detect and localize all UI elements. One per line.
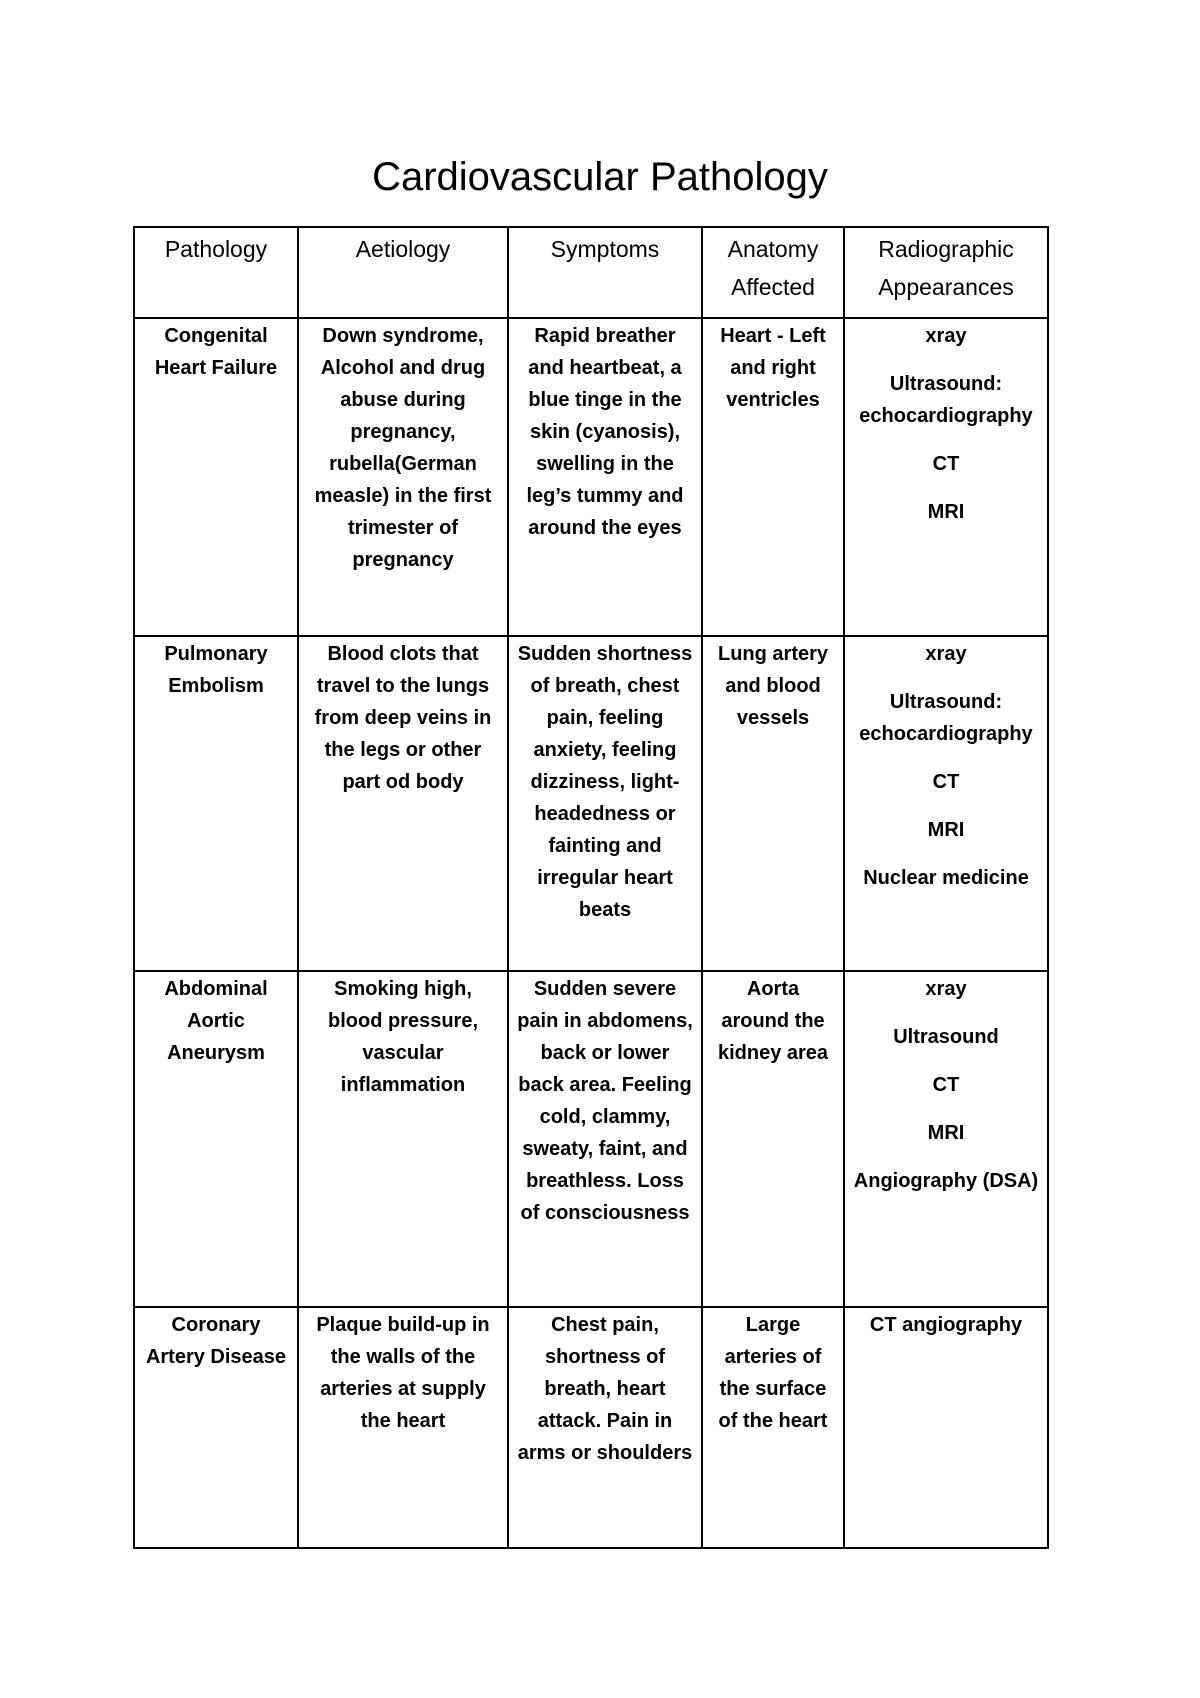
header-pathology: Pathology [134, 227, 298, 318]
radiographic-item: Nuclear medicine [863, 867, 1029, 889]
radiographic-item: xray [925, 643, 967, 665]
cell-radiographic [844, 1307, 1048, 1548]
radiographic-item: Ultrasound: echocardiography [859, 373, 1033, 427]
cell-radiographic [844, 971, 1048, 1307]
radiographic-item: xray [925, 978, 967, 1000]
table-row [134, 636, 1048, 971]
cell-symptoms: Rapid breather and heartbeat, a blue tinge in the skin (cyanosis), swelling in the leg’s tummy and around the eyes [508, 318, 702, 636]
cell-pathology: Congenital Heart Failure [134, 318, 298, 636]
radiographic-item: CT [932, 771, 960, 793]
table-row [134, 971, 1048, 1307]
radiographic-item: CT [932, 453, 960, 475]
table-row [134, 1307, 1048, 1548]
cell-pathology: Coronary Artery Disease [134, 1307, 298, 1548]
radiographic-item: CT angiography [869, 1314, 1023, 1336]
cell-radiographic [844, 636, 1048, 971]
header-radiographic-appearances: Radiographic Appearances [844, 227, 1048, 318]
cell-aetiology: Plaque build-up in the walls of the arteries at supply the heart [298, 1307, 508, 1548]
cell-anatomy: Large arteries of the surface of the heart [702, 1307, 844, 1548]
radiographic-item: Angiography (DSA) [853, 1170, 1039, 1192]
cell-pathology: Abdominal Aortic Aneurysm [134, 971, 298, 1307]
header-aetiology: Aetiology [298, 227, 508, 318]
radiographic-item: MRI [927, 1122, 965, 1144]
cell-aetiology: Smoking high, blood pressure, vascular inflammation [298, 971, 508, 1307]
radiographic-item: CT [932, 1074, 960, 1096]
header-anatomy-affected: Anatomy Affected [702, 227, 844, 318]
cell-anatomy: Aorta around the kidney area [702, 971, 844, 1307]
cell-aetiology: Down syndrome, Alcohol and drug abuse during pregnancy, rubella(German measle) in the first trimester of pregnancy [298, 318, 508, 636]
header-symptoms: Symptoms [508, 227, 702, 318]
cell-radiographic [844, 318, 1048, 636]
radiographic-item: MRI [927, 501, 965, 523]
cell-symptoms: Chest pain, shortness of breath, heart attack. Pain in arms or shoulders [508, 1307, 702, 1548]
cell-symptoms: Sudden severe pain in abdomens, back or lower back area. Feeling cold, clammy, sweaty, faint, and breathless. Loss of consciousness [508, 971, 702, 1307]
radiographic-item: Ultrasound: echocardiography [859, 691, 1033, 745]
pathology-table [133, 226, 1049, 1549]
radiographic-item: Ultrasound [893, 1026, 999, 1048]
cell-anatomy: Heart - Left and right ventricles [702, 318, 844, 636]
page-title: Cardiovascular Pathology [372, 155, 828, 199]
table-row [134, 318, 1048, 636]
cell-pathology: Pulmonary Embolism [134, 636, 298, 971]
cell-anatomy: Lung artery and blood vessels [702, 636, 844, 971]
cell-aetiology: Blood clots that travel to the lungs from deep veins in the legs or other part od body [298, 636, 508, 971]
table-header-row [134, 227, 1048, 318]
radiographic-item: MRI [927, 819, 965, 841]
cell-symptoms: Sudden shortness of breath, chest pain, feeling anxiety, feeling dizziness, light-headedness or fainting and irregular heart beats [508, 636, 702, 971]
radiographic-item: xray [925, 325, 967, 347]
